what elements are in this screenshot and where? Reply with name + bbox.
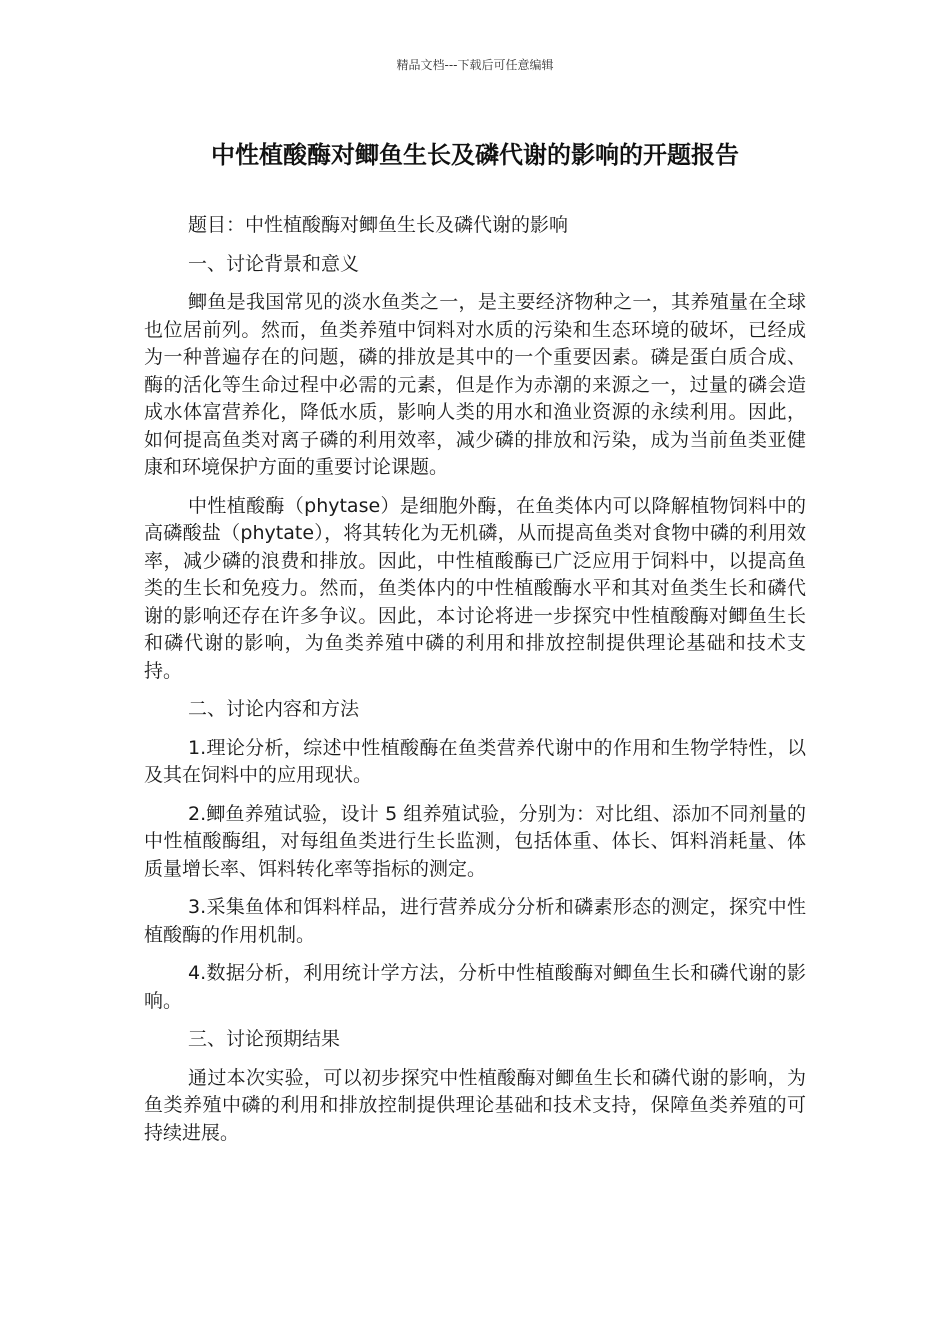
section-1-paragraph: 鲫鱼是我国常见的淡水鱼类之一，是主要经济物种之一，其养殖量在全球也位居前列。然而，鱼类养殖中饲料对水质的污染和生态环境的破坏，已经成为一种普遍存在的问题，磷的排放是其中的一个重要因素。磷是蛋白质合成、酶的活化等生命过程中必需的元素，但是作为赤潮的来源之一，过量的磷会造成水体富营养化，降低水质，影响人类的用水和渔业资源的永续利用。因此，如何提高鱼类对离子磷的利用效率，减少磷的排放和污染，成为当前鱼类亚健康和环境保护方面的重要讨论课题。 [144,291,806,478]
document-body [144,212,806,1158]
section-2-item: 2.鲫鱼养殖试验，设计 5 组养殖试验，分别为：对比组、添加不同剂量的中性植酸酶组，对每组鱼类进行生长监测，包括体重、体长、饵料消耗量、体质量增长率、饵料转化率等指标的测定。 [144,802,806,880]
section-1-paragraph: 中性植酸酶（phytase）是细胞外酶，在鱼类体内可以降解植物饲料中的高磷酸盐（phytate），将其转化为无机磷，从而提高鱼类对食物中磷的利用效率，减少磷的浪费和排放。因此，中性植酸酶已广泛应用于饲料中，以提高鱼类的生长和免疫力。然而，鱼类体内的中性植酸酶水平和其对鱼类生长和磷代谢的影响还存在许多争议。因此，本讨论将进一步探究中性植酸酶对鲫鱼生长和磷代谢的影响，为鱼类养殖中磷的利用和排放控制提供理论基础和技术支持。 [144,494,806,682]
section-2-item: 4.数据分析，利用统计学方法，分析中性植酸酶对鲫鱼生长和磷代谢的影响。 [144,962,806,1012]
section-1-heading: 一、讨论背景和意义 [188,252,360,275]
section-3-heading: 三、讨论预期结果 [188,1028,341,1050]
section-2-item: 3.采集鱼体和饵料样品，进行营养成分分析和磷素形态的测定，探究中性植酸酶的作用机制。 [144,896,806,946]
topic-line: 题目：中性植酸酶对鲫鱼生长及磷代谢的影响 [188,214,569,236]
section-2-item: 1.理论分析，综述中性植酸酶在鱼类营养代谢中的作用和生物学特性，以及其在饲料中的应用现状。 [144,736,806,786]
page-header: 精品文档---下载后可任意编辑 [396,58,554,72]
section-3-paragraph: 通过本次实验，可以初步探究中性植酸酶对鲫鱼生长和磷代谢的影响，为鱼类养殖中磷的利用和排放控制提供理论基础和技术支持，保障鱼类养殖的可持续进展。 [144,1066,806,1144]
section-2-heading: 二、讨论内容和方法 [188,698,360,720]
document-title: 中性植酸酶对鲫鱼生长及磷代谢的影响的开题报告 [211,141,739,169]
